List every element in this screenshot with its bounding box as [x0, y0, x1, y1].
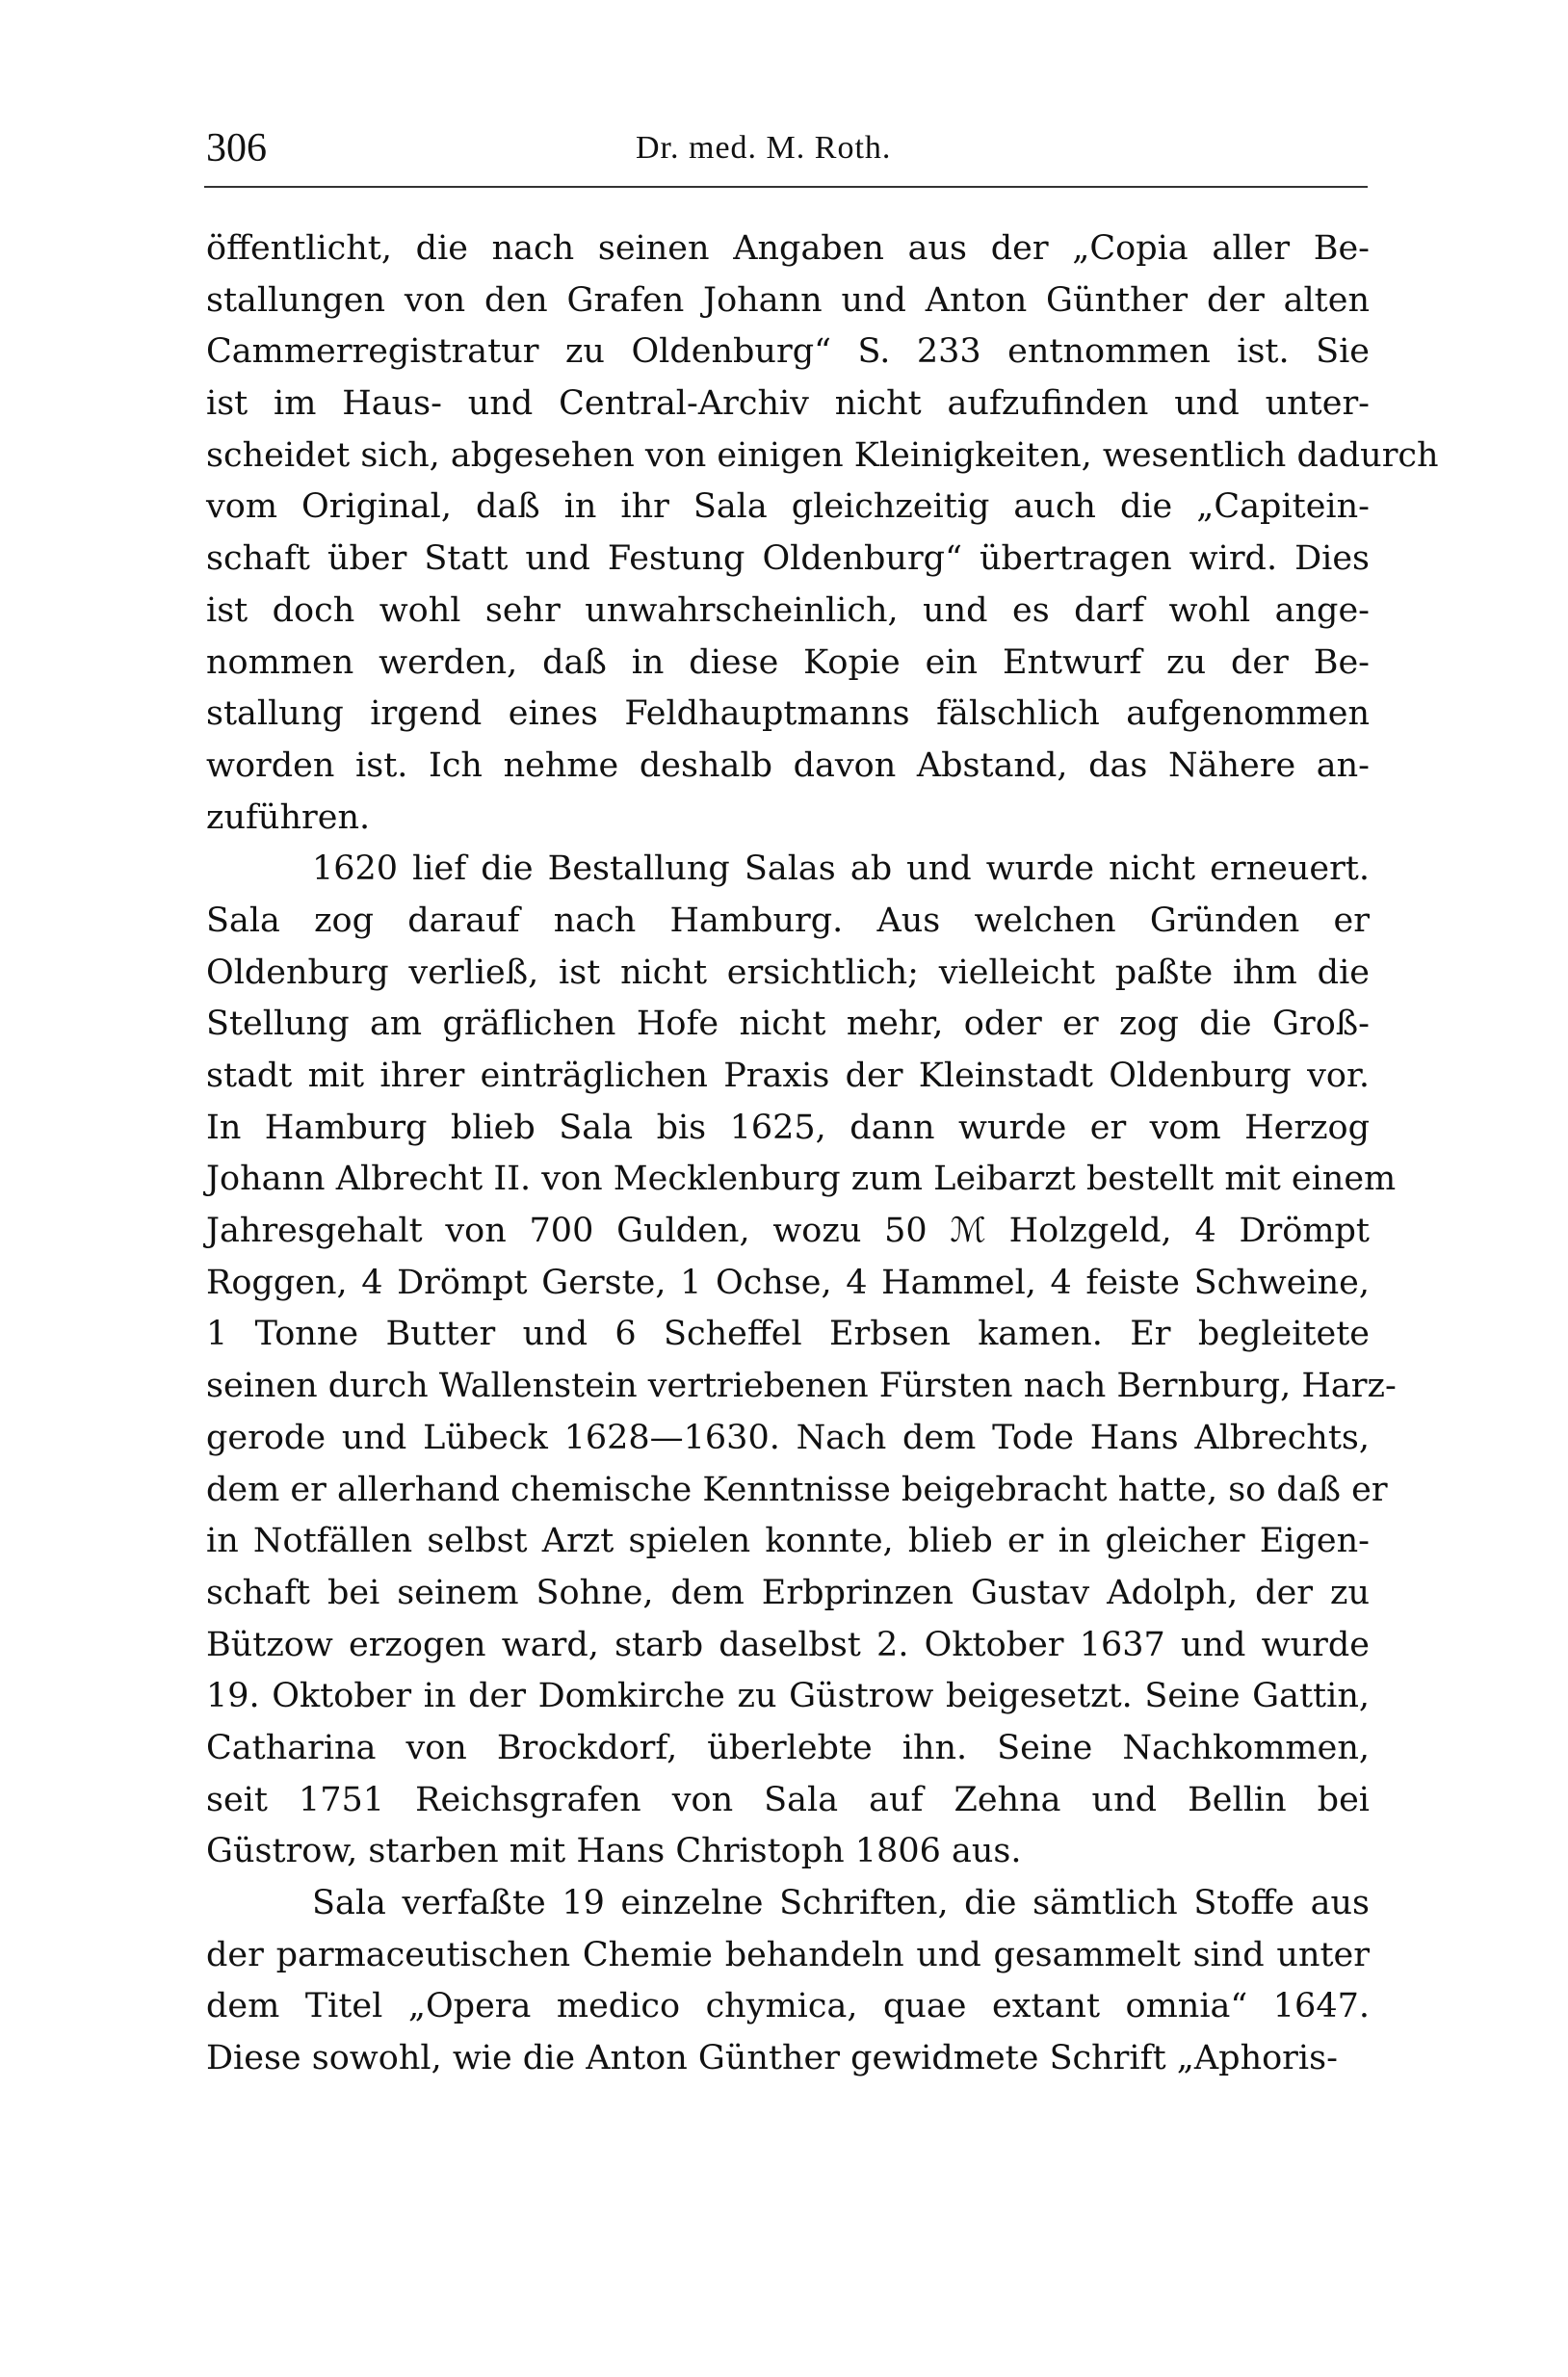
text-line: Bützow erzogen ward, starb daselbst 2. Oktober 1637 und wurde	[206, 1625, 1370, 1664]
text-line: Johann Albrecht II. von Mecklenburg zum Leibarzt bestellt mit einem	[206, 1160, 1397, 1199]
text-line: stallungen von den Grafen Johann und Anton Günther der alten	[206, 280, 1370, 320]
text-line: schaft über Statt und Festung Oldenburg“ übertragen wird. Dies	[206, 539, 1370, 579]
text-line: ist doch wohl sehr unwahrscheinlich, und es darf wohl ange-	[206, 590, 1370, 630]
text-line: In Hamburg blieb Sala bis 1625, dann wurde er vom Herzog	[206, 1108, 1370, 1147]
text-line: Güstrow, starben mit Hans Christoph 1806 aus.	[206, 1832, 1022, 1871]
text-line: Jahresgehalt von 700 Gulden, wozu 50 ℳ Holzgeld, 4 Drömpt	[206, 1212, 1370, 1251]
text-line: dem Titel „Opera medico chymica, quae extant omnia“ 1647.	[206, 1987, 1370, 2026]
text-line: öffentlicht, die nach seinen Angaben aus der „Copia aller Be-	[206, 229, 1370, 268]
text-line: der parmaceutischen Chemie behandeln und gesammelt sind unter	[206, 1935, 1370, 1974]
text-line: Sala verfaßte 19 einzelne Schriften, die sämtlich Stoffe aus	[312, 1884, 1370, 1922]
text-line: scheidet sich, abgesehen von einigen Kleinigkeiten, wesentlich dadurch	[206, 435, 1439, 475]
body-text	[206, 223, 1439, 2085]
text-line: seinen durch Wallenstein vertriebenen Fürsten nach Bernburg, Harz-	[206, 1367, 1397, 1406]
text-line: Roggen, 4 Drömpt Gerste, 1 Ochse, 4 Hammel, 4 feiste Schweine,	[206, 1263, 1370, 1302]
text-line: seit 1751 Reichsgrafen von Sala auf Zehna und Bellin bei	[206, 1780, 1370, 1819]
text-line: 19. Oktober in der Domkirche zu Güstrow beigesetzt. Seine Gattin,	[206, 1677, 1370, 1716]
text-line: gerode und Lübeck 1628—1630. Nach dem Tode Hans Albrechts,	[206, 1418, 1370, 1457]
text-line: 1 Tonne Butter und 6 Scheffel Erbsen kamen. Er begleitete	[206, 1315, 1370, 1354]
text-line: ist im Haus- und Central-Archiv nicht aufzufinden und unter-	[206, 384, 1370, 424]
text-line: in Notfällen selbst Arzt spielen konnte, blieb er in gleicher Eigen-	[206, 1522, 1370, 1561]
text-line: 1620 lief die Bestallung Salas ab und wurde nicht erneuert.	[312, 849, 1370, 889]
text-line: Catharina von Brockdorf, überlebte ihn. Seine Nachkommen,	[206, 1728, 1370, 1767]
text-line: vom Original, daß in ihr Sala gleichzeitig auch die „Capitein-	[206, 487, 1370, 527]
text-line: schaft bei seinem Sohne, dem Erbprinzen Gustav Adolph, der zu	[206, 1573, 1370, 1612]
text-line: zuführen.	[206, 797, 371, 837]
text-line: nommen werden, daß in diese Kopie ein Entwurf zu der Be-	[206, 642, 1370, 682]
page-number: 306	[206, 126, 267, 170]
running-head: Dr. med. M. Roth.	[636, 130, 892, 166]
text-line: Diese sowohl, wie die Anton Günther gewidmete Schrift „Aphoris-	[206, 2039, 1338, 2078]
text-line: Stellung am gräflichen Hofe nicht mehr, oder er zog die Groß-	[206, 1005, 1370, 1044]
text-line: stadt mit ihrer einträglichen Praxis der Kleinstadt Oldenburg vor.	[206, 1057, 1370, 1095]
text-line: Oldenburg verließ, ist nicht ersichtlich; vielleicht paßte ihm die	[206, 953, 1370, 992]
paragraph	[206, 844, 1397, 1878]
text-line: worden ist. Ich nehme deshalb davon Abstand, das Nähere an-	[206, 745, 1370, 785]
paragraph	[206, 1878, 1370, 2085]
text-line: Cammerregistratur zu Oldenburg“ S. 233 entnommen ist. Sie	[206, 332, 1370, 372]
text-line: Sala zog darauf nach Hamburg. Aus welchen Gründen er	[206, 901, 1370, 940]
text-line: dem er allerhand chemische Kenntnisse beigebracht hatte, so daß er	[206, 1470, 1388, 1509]
paragraph	[206, 223, 1439, 844]
header-rule	[204, 186, 1368, 188]
text-line: stallung irgend eines Feldhauptmanns fälschlich aufgenommen	[206, 694, 1370, 734]
